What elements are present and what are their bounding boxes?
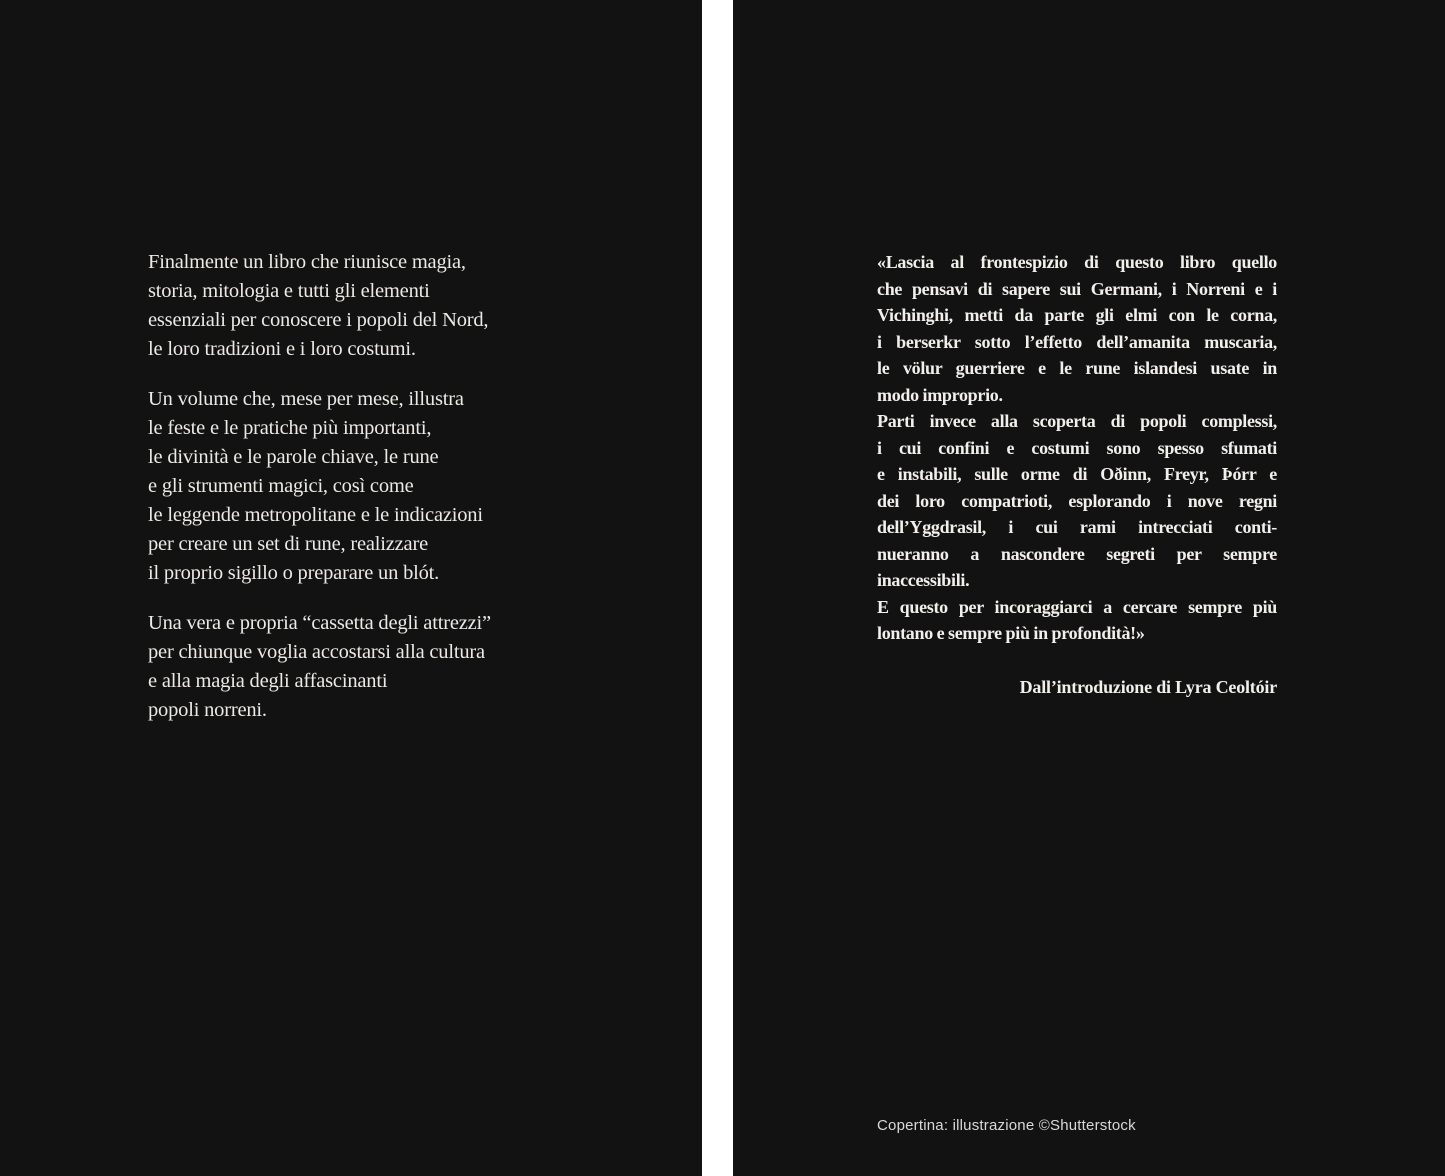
left-flap-text-block [0, 0, 702, 725]
quote-line: inaccessibili. [877, 570, 970, 590]
text-line: le leggende metropolitane e le indicazioni [148, 504, 483, 526]
text-line: Un volume che, mese per mese, illustra [148, 388, 464, 410]
quote-line: che pensavi di sapere sui Germani, i Norreni e i [877, 278, 1277, 299]
quote-line: «Lascia al frontespizio di questo libro quello [877, 252, 1277, 272]
quote-line: le völur guerriere e le rune islandesi usate in [877, 358, 1277, 378]
text-line: le loro tradizioni e i loro costumi. [148, 338, 416, 360]
text-line: popoli norreni. [148, 699, 267, 721]
page-gutter [702, 0, 733, 1176]
quote-line: dei loro compatrioti, esplorando i nove regni [877, 490, 1277, 511]
right-flap-page [733, 0, 1445, 1176]
quote-line: nueranno a nascondere segreti per sempre [877, 543, 1277, 564]
text-line: le divinità e le parole chiave, le rune [148, 446, 439, 468]
text-line: e alla magia degli affascinanti [148, 670, 388, 692]
quote-attribution: Dall’introduzione di Lyra Ceoltóir [1019, 676, 1277, 697]
left-flap-page [0, 0, 702, 1176]
quote-line: Vichinghi, metti da parte gli elmi con le corna, [877, 305, 1277, 325]
text-line: e gli strumenti magici, così come [148, 475, 414, 497]
text-line: per creare un set di rune, realizzare [148, 533, 428, 555]
text-line: Finalmente un libro che riunisce magia, [148, 251, 466, 273]
quote-line: modo improprio. [877, 384, 1003, 405]
quote-line: lontano e sempre più in profondità!» [877, 623, 1145, 643]
quote-line: i cui confini e costumi sono spesso sfumati [877, 437, 1277, 458]
quote-line: E questo per incoraggiarci a cercare sempre più [877, 596, 1277, 617]
text-line: storia, mitologia e tutti gli elementi [148, 280, 430, 302]
text-line: essenziali per conoscere i popoli del Nord, [148, 309, 489, 331]
text-line: il proprio sigillo o preparare un blót. [148, 562, 440, 584]
quote-line: dell’Yggdrasil, i cui rami intrecciati conti- [877, 517, 1277, 537]
quote-line: i berserkr sotto l’effetto dell’amanita muscaria, [877, 331, 1277, 352]
text-line: per chiunque voglia accostarsi alla cultura [148, 641, 485, 663]
quote-text-block [877, 0, 1277, 647]
quote-line: Parti invece alla scoperta di popoli complessi, [877, 411, 1277, 431]
text-line: le feste e le pratiche più importanti, [148, 417, 432, 439]
cover-credit-caption: Copertina: illustrazione ©Shutterstock [877, 1117, 1136, 1134]
quote-line: e instabili, sulle orme di Oðinn, Freyr, Þórr e [877, 464, 1277, 484]
text-line: Una vera e propria “cassetta degli attrezzi” [148, 612, 491, 634]
